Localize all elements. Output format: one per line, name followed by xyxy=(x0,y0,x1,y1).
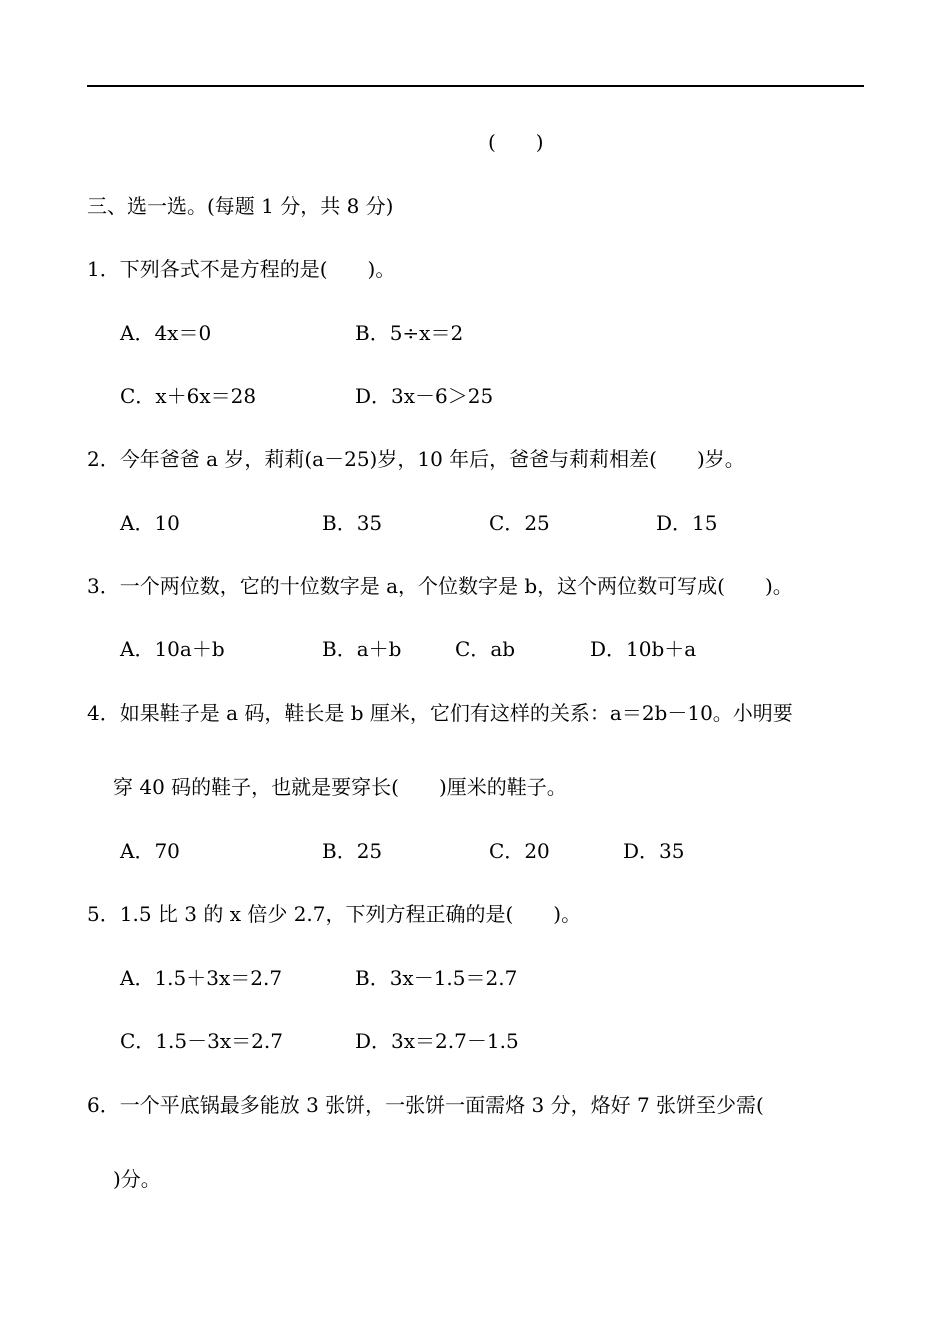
question-number: 2． xyxy=(87,447,120,471)
question-4-continuation: 穿 40 码的鞋子，也就是要穿长( )厘米的鞋子。 xyxy=(113,775,567,799)
question-stem: 下列各式不是方程的是( )。 xyxy=(119,257,396,281)
option-3a: A．10a＋b xyxy=(120,637,225,661)
section-title: 三、选一选。(每题 1 分，共 8 分) xyxy=(87,194,394,218)
question-1 xyxy=(87,257,395,281)
option-2b: B．35 xyxy=(322,511,383,535)
question-stem: 一个两位数，它的十位数字是 a，个位数字是 b，这个两位数可写成( )。 xyxy=(119,574,793,598)
question-6 xyxy=(87,1093,764,1117)
option-3b: B．a＋b xyxy=(322,637,402,661)
option-2c: C．25 xyxy=(489,511,550,535)
option-2d: D．15 xyxy=(656,511,718,535)
question-number: 3． xyxy=(87,574,120,598)
option-1a: A．4x＝0 xyxy=(120,321,212,345)
option-5a: A．1.5＋3x＝2.7 xyxy=(120,966,283,990)
option-3c: C．ab xyxy=(455,637,516,661)
option-5b: B．3x－1.5＝2.7 xyxy=(355,966,518,990)
option-4c: C．20 xyxy=(489,839,550,863)
question-number: 1． xyxy=(87,257,120,281)
option-4b: B．25 xyxy=(322,839,383,863)
question-3 xyxy=(87,574,793,598)
question-stem: 1.5 比 3 的 x 倍少 2.7，下列方程正确的是( )。 xyxy=(119,902,582,926)
header-rule xyxy=(87,85,864,87)
option-4a: A．70 xyxy=(120,839,180,863)
question-stem: 今年爸爸 a 岁，莉莉(a－25)岁，10 年后，爸爸与莉莉相差( )岁。 xyxy=(119,447,745,471)
question-4 xyxy=(87,701,793,725)
option-1c: C．x＋6x＝28 xyxy=(120,384,257,408)
question-2 xyxy=(87,447,745,471)
question-number: 4． xyxy=(87,701,120,725)
question-6-continuation: )分。 xyxy=(113,1167,161,1191)
option-4d: D．35 xyxy=(623,839,685,863)
question-stem: 如果鞋子是 a 码，鞋长是 b 厘米，它们有这样的关系：a＝2b－10。小明要 xyxy=(119,701,793,725)
previous-answer-blank: ( ) xyxy=(488,130,544,154)
option-5c: C．1.5－3x＝2.7 xyxy=(120,1029,283,1053)
option-3d: D．10b＋a xyxy=(590,637,697,661)
option-5d: D．3x＝2.7－1.5 xyxy=(355,1029,519,1053)
option-2a: A．10 xyxy=(120,511,180,535)
question-number: 6． xyxy=(87,1093,120,1117)
question-5 xyxy=(87,902,581,926)
question-stem: 一个平底锅最多能放 3 张饼，一张饼一面需烙 3 分，烙好 7 张饼至少需( xyxy=(119,1093,764,1117)
question-number: 5． xyxy=(87,902,120,926)
option-1d: D．3x－6＞25 xyxy=(355,384,494,408)
option-1b: B．5÷x＝2 xyxy=(355,321,464,345)
